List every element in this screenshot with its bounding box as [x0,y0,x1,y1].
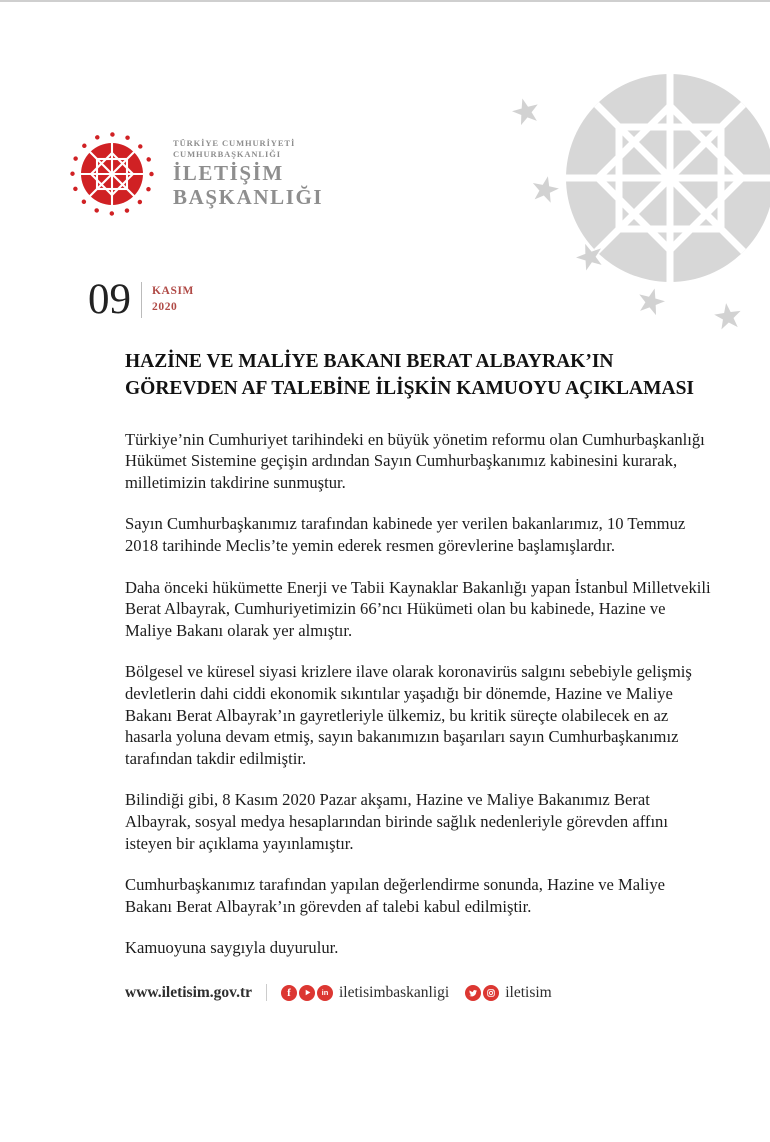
paragraph: Daha önceki hükümette Enerji ve Tabii Kaynaklar Bakanlığı yapan İstanbul Milletvekili Berat Albayrak, Cumhuriyetimizin 66’ncı Hükümeti olan bu kabinede, Hazine ve Maliye Bakanı olarak yer almıştır. [125,577,711,640]
linkedin-icon: in [317,985,333,1001]
document-body [125,348,711,1002]
letterhead-text [173,138,323,209]
footer-contact-row [125,984,711,1002]
org-line-3: İLETİŞİM [173,160,284,185]
paragraph: Türkiye’nin Cumhuriyet tarihindeki en büyük yönetim reformu olan Cumhurbaşkanlığı Hükümet Sistemine geçişin ardından Sayın Cumhurbaşkanımız kabinesini kurarak, milletimizin takdirine sunmuştur. [125,429,705,492]
letterhead [66,128,323,220]
social-handle-main: iletisimbaskanligi [339,983,450,1001]
paragraph: Bölgesel ve küresel siyasi krizlere ilave olarak koronavirüs salgını sebebiyle gelişmiş devletlerin dahi ciddi ekonomik sıkıntılar yaşadığı bir dönemde, Hazine ve Maliye Bakanı Berat Albayrak’ın gayretleriyle ülkemiz, bu kritik süreçte olabilecek en az hasarla yoluna devam etmiş, sayın bakanımızın başarıları sayın Cumhurbaşkanımız tarafından takdir edilmiştir. [125,662,692,768]
instagram-icon [483,985,499,1001]
twitter-icon [465,985,481,1001]
facebook-icon: f [281,985,297,1001]
date-month-year [152,284,194,315]
date-month: KASIM [152,284,194,297]
youtube-icon [299,985,315,1001]
social-icon-group-2 [465,985,499,1001]
website-url: www.iletisim.gov.tr [125,983,252,1001]
date-block [88,278,194,321]
date-year: 2020 [152,300,178,313]
iletisim-baskanligi-logo-icon [66,128,158,220]
org-line-2: CUMHURBAŞKANLIĞI [173,149,281,160]
paragraph: Cumhurbaşkanımız tarafından yapılan değerlendirme sonunda, Hazine ve Maliye Bakanı Berat Albayrak’ın görevden af talebi kabul edilmiştir. [125,875,666,916]
paragraph: Sayın Cumhurbaşkanımız tarafından kabinede yer verilen bakanlarımız, 10 Temmuz 2018 tarihinde Meclis’te yemin ederek resmen görevlerine başlamışlardır. [125,514,686,555]
watermark-emblem [498,60,770,345]
date-day: 09 [88,276,131,323]
footer-divider [266,984,267,1001]
date-divider [141,282,142,318]
social-handle-secondary: iletisim [505,983,552,1001]
document-title [125,348,711,403]
title-line-2: GÖREVDEN AF TALEBİNE İLİŞKİN KAMUOYU AÇIKLAMASI [125,378,695,400]
org-line-1: TÜRKİYE CUMHURİYETİ [173,138,296,149]
title-line-1: HAZİNE VE MALİYE BAKANI BERAT ALBAYRAK’IN [125,351,614,372]
paragraph: Bilindiği gibi, 8 Kasım 2020 Pazar akşamı, Hazine ve Maliye Bakanımız Berat Albayrak, sosyal medya hesaplarından birinde sağlık nedenleriyle görevden affını isteyen bir açıklama yayınlamıştır. [125,790,668,853]
paragraph: Kamuoyuna saygıyla duyurulur. [125,938,339,958]
social-icon-group-1 [281,985,333,1001]
org-line-4: BAŞKANLIĞI [173,185,324,210]
